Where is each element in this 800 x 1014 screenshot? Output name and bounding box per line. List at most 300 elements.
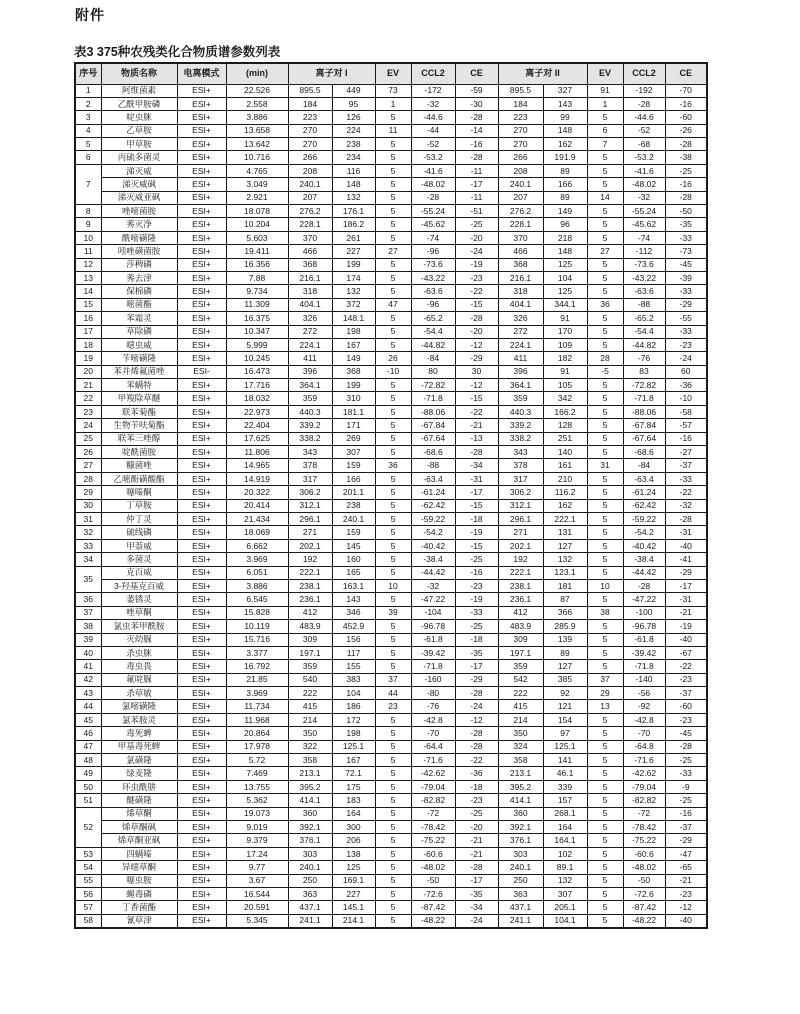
ion1-precursor: 216.1 [288,271,332,284]
ce-1: -12 [455,338,498,351]
ion2-product: 166 [543,178,587,191]
substance-name: 莠去津 [101,271,177,284]
substance-name: 氰草津 [101,914,177,927]
ce-1: -28 [455,727,498,740]
ion2-product: 116.2 [543,486,587,499]
table-row [75,285,707,298]
ccl2-2: -96.78 [623,620,665,633]
attachment-label: 附件 [75,7,105,23]
ion2-product: 139 [543,633,587,646]
row-index: 52 [75,807,101,847]
ccl2-2: -42.62 [623,767,665,780]
ionization-mode: ESI+ [177,338,226,351]
ion1-precursor: 395.2 [288,780,332,793]
substance-name: 异噁草酮 [101,861,177,874]
ccl2-1: -82.82 [411,794,455,807]
ion2-precursor: 192 [498,553,543,566]
ev-1: 37 [375,673,411,686]
row-index: 31 [75,513,101,526]
ionization-mode: ESI+ [177,593,226,606]
ce-1: -17 [455,486,498,499]
substance-name: 杀草敏 [101,687,177,700]
ion1-product: 449 [332,84,375,97]
ev-2: 5 [587,312,623,325]
table-row [75,138,707,151]
ionization-mode: ESI+ [177,459,226,472]
ev-1: 5 [375,151,411,164]
row-index: 53 [75,847,101,860]
ion2-precursor: 895.5 [498,84,543,97]
ev-2: 29 [587,687,623,700]
ev-1: 5 [375,874,411,887]
ccl2-1: -88 [411,459,455,472]
substance-name: 氯虫苯甲酰胺 [101,620,177,633]
retention-time: 20.864 [226,727,288,740]
ce-2: -17 [665,579,707,592]
ccl2-1: -88.06 [411,405,455,418]
ccl2-2: -44.6 [623,111,665,124]
ion1-precursor: 213.1 [288,767,332,780]
ion2-precursor: 312.1 [498,499,543,512]
substance-name: 毒死蜱 [101,727,177,740]
ionization-mode: ESI+ [177,687,226,700]
ionization-mode: ESI+ [177,245,226,258]
row-index: 55 [75,874,101,887]
ccl2-2: -54.4 [623,325,665,338]
ccl2-2: -48.02 [623,861,665,874]
retention-time: 3.969 [226,687,288,700]
ev-1: 5 [375,807,411,820]
ion2-precursor: 197.1 [498,646,543,659]
ccl2-1: -64.4 [411,740,455,753]
ion2-precursor: 404.1 [498,298,543,311]
table-row [75,405,707,418]
ce-2: -28 [665,513,707,526]
ccl2-1: -75.22 [411,834,455,847]
row-index: 23 [75,405,101,418]
ce-1: -17 [455,178,498,191]
ion1-product: 214.1 [332,914,375,927]
ccl2-1: -47.22 [411,593,455,606]
retention-time: 10.119 [226,620,288,633]
substance-name: 萎锈灵 [101,593,177,606]
ion2-precursor: 240.1 [498,861,543,874]
ccl2-1: -67.84 [411,419,455,432]
ion2-product: 385 [543,673,587,686]
ion2-precursor: 378 [498,459,543,472]
retention-time: 19.073 [226,807,288,820]
substance-name: 甲草胺 [101,138,177,151]
row-index: 36 [75,593,101,606]
ion1-precursor: 359 [288,392,332,405]
substance-name: 保棉磷 [101,285,177,298]
ionization-mode: ESI+ [177,820,226,833]
retention-time: 5.72 [226,754,288,767]
table-row [75,271,707,284]
ev-2: 5 [587,633,623,646]
ev-2: 5 [587,499,623,512]
ce-2: -37 [665,687,707,700]
ce-1: -17 [455,874,498,887]
ce-2: -37 [665,459,707,472]
ccl2-2: -59.22 [623,513,665,526]
ionization-mode: ESI+ [177,901,226,914]
row-index: 10 [75,231,101,244]
ion2-product: 89 [543,191,587,204]
ionization-mode: ESI+ [177,713,226,726]
ce-2: -16 [665,807,707,820]
table-row [75,579,707,592]
ion1-precursor: 414.1 [288,794,332,807]
ion2-precursor: 370 [498,231,543,244]
ccl2-2: -75.22 [623,834,665,847]
ionization-mode: ESI+ [177,539,226,552]
row-index: 15 [75,298,101,311]
ccl2-1: -84 [411,352,455,365]
substance-name: 唑嘧菌胺 [101,205,177,218]
row-index: 30 [75,499,101,512]
ce-2: -33 [665,472,707,485]
substance-name: 环虫酰肼 [101,780,177,793]
ccl2-2: -63.6 [623,285,665,298]
ce-1: -29 [455,673,498,686]
header-ce-1: CE [455,63,498,84]
ccl2-1: -76 [411,700,455,713]
ion1-precursor: 192 [288,553,332,566]
ion2-product: 162 [543,499,587,512]
table-row [75,526,707,539]
row-index: 43 [75,687,101,700]
ion2-precursor: 392.1 [498,820,543,833]
table-row [75,780,707,793]
ce-1: -28 [455,312,498,325]
table-row [75,218,707,231]
substance-name: 丙硫多菌灵 [101,151,177,164]
ce-1: -23 [455,271,498,284]
ion2-product: 141 [543,754,587,767]
ionization-mode: ESI+ [177,124,226,137]
ccl2-1: -71.8 [411,392,455,405]
retention-time: 18.069 [226,526,288,539]
ionization-mode: ESI+ [177,874,226,887]
ce-2: -40 [665,914,707,927]
ionization-mode: ESI+ [177,231,226,244]
ce-2: -21 [665,606,707,619]
ion1-precursor: 376.1 [288,834,332,847]
row-index: 49 [75,767,101,780]
ion2-precursor: 250 [498,874,543,887]
ev-2: 5 [587,446,623,459]
ccl2-1: -72.82 [411,379,455,392]
ion1-precursor: 415 [288,700,332,713]
ion1-product: 186.2 [332,218,375,231]
table-row [75,499,707,512]
ev-1: 27 [375,245,411,258]
ev-2: 13 [587,700,623,713]
ion1-precursor: 202.1 [288,539,332,552]
ion1-product: 198 [332,325,375,338]
retention-time: 3.67 [226,874,288,887]
ev-2: 5 [587,780,623,793]
ion1-precursor: 404.1 [288,298,332,311]
ce-1: -13 [455,432,498,445]
retention-time: 10.716 [226,151,288,164]
ev-1: 5 [375,111,411,124]
substance-name: 氯苯胺灵 [101,713,177,726]
ionization-mode: ESI+ [177,138,226,151]
ion2-product: 339 [543,780,587,793]
ccl2-2: -70 [623,727,665,740]
ce-2: -26 [665,124,707,137]
ion2-precursor: 411 [498,352,543,365]
ev-2: 5 [587,754,623,767]
ccl2-2: -60.6 [623,847,665,860]
ion1-product: 145 [332,539,375,552]
ion1-product: 238 [332,138,375,151]
ionization-mode: ESI+ [177,271,226,284]
ion1-precursor: 437.1 [288,901,332,914]
ce-1: -34 [455,901,498,914]
ev-1: 5 [375,499,411,512]
ev-1: 47 [375,298,411,311]
table-row [75,660,707,673]
row-index: 46 [75,727,101,740]
ion2-precursor: 240.1 [498,178,543,191]
ev-2: 5 [587,379,623,392]
ce-2: -57 [665,419,707,432]
ionization-mode: ESI+ [177,646,226,659]
row-index: 19 [75,352,101,365]
ce-2: -70 [665,84,707,97]
ion2-product: 104 [543,271,587,284]
ion1-product: 132 [332,285,375,298]
ionization-mode: ESI+ [177,312,226,325]
substance-name: 丁香菌酯 [101,901,177,914]
ev-1: 5 [375,713,411,726]
ccl2-2: -45.62 [623,218,665,231]
ion1-product: 227 [332,887,375,900]
ion1-product: 383 [332,673,375,686]
table-row [75,205,707,218]
ion1-precursor: 208 [288,164,332,177]
ion1-product: 261 [332,231,375,244]
ccl2-2: -62.42 [623,499,665,512]
substance-name: 烯草酮 [101,807,177,820]
retention-time: 11.734 [226,700,288,713]
ion1-precursor: 270 [288,138,332,151]
ion1-precursor: 358 [288,754,332,767]
substance-name: 丁草胺 [101,499,177,512]
ce-2: -40 [665,539,707,552]
substance-name: 绿麦隆 [101,767,177,780]
ce-2: -33 [665,767,707,780]
ion1-product: 138 [332,847,375,860]
ccl2-1: -48.02 [411,178,455,191]
ce-2: -36 [665,379,707,392]
ionization-mode: ESI+ [177,579,226,592]
table-row [75,513,707,526]
row-index: 17 [75,325,101,338]
substance-name: 联苯三唑醇 [101,432,177,445]
retention-time: 16.544 [226,887,288,900]
ion1-product: 199 [332,379,375,392]
ion2-product: 97 [543,727,587,740]
substance-name: 啶酰菌胺 [101,446,177,459]
row-index: 29 [75,486,101,499]
row-index: 41 [75,660,101,673]
table-row [75,713,707,726]
ion1-product: 198 [332,727,375,740]
ce-2: -28 [665,138,707,151]
ccl2-2: -61.24 [623,486,665,499]
retention-time: 19.411 [226,245,288,258]
ion2-product: 191.9 [543,151,587,164]
ev-1: 5 [375,392,411,405]
ce-1: -11 [455,164,498,177]
ce-2: -33 [665,285,707,298]
ion1-product: 199 [332,258,375,271]
ev-2: 5 [587,218,623,231]
ev-2: 5 [587,593,623,606]
ion1-product: 167 [332,338,375,351]
ev-1: 5 [375,794,411,807]
ccl2-1: -39.42 [411,646,455,659]
ce-1: -24 [455,914,498,927]
row-index: 42 [75,673,101,686]
ccl2-1: -73.6 [411,258,455,271]
substance-name: 毒虫畏 [101,660,177,673]
ion2-product: 104.1 [543,914,587,927]
ion1-precursor: 303 [288,847,332,860]
row-index: 40 [75,646,101,659]
ion2-product: 157 [543,794,587,807]
ion2-product: 251 [543,432,587,445]
ion2-precursor: 208 [498,164,543,177]
ce-1: -20 [455,820,498,833]
ce-1: -14 [455,124,498,137]
ev-2: 5 [587,205,623,218]
substance-name: 噻嗪酮 [101,486,177,499]
row-index: 2 [75,97,101,110]
table-row [75,874,707,887]
ev-2: 6 [587,124,623,137]
ce-1: -51 [455,205,498,218]
ion1-product: 125.1 [332,740,375,753]
ce-2: -21 [665,874,707,887]
ccl2-2: -39.42 [623,646,665,659]
ion1-product: 155 [332,660,375,673]
ion1-product: 169.1 [332,874,375,887]
substance-name: 多菌灵 [101,553,177,566]
ion1-precursor: 197.1 [288,646,332,659]
ccl2-1: -96 [411,298,455,311]
retention-time: 13.642 [226,138,288,151]
ion1-precursor: 238.1 [288,579,332,592]
ce-2: -55 [665,312,707,325]
ev-1: 5 [375,861,411,874]
ccl2-1: -32 [411,97,455,110]
header-ev-2: EV [587,63,623,84]
ion1-product: 163.1 [332,579,375,592]
ce-1: -24 [455,245,498,258]
ev-2: 91 [587,84,623,97]
retention-time: 15.828 [226,606,288,619]
ion1-product: 206 [332,834,375,847]
ion1-product: 126 [332,111,375,124]
ce-2: -31 [665,593,707,606]
row-index: 54 [75,861,101,874]
ion1-precursor: 895.5 [288,84,332,97]
ion1-product: 116 [332,164,375,177]
ccl2-2: -43.22 [623,271,665,284]
ce-2: -9 [665,780,707,793]
ccl2-1: -72 [411,807,455,820]
ccl2-2: -72.82 [623,379,665,392]
ce-1: -20 [455,325,498,338]
substance-name: 乙酰甲胺磷 [101,97,177,110]
table-row [75,847,707,860]
ion2-precursor: 276.2 [498,205,543,218]
ce-2: -60 [665,111,707,124]
substance-name: 生物苄呋菊酯 [101,419,177,432]
ionization-mode: ESI+ [177,767,226,780]
ccl2-2: -71.6 [623,754,665,767]
ion2-precursor: 270 [498,138,543,151]
retention-time: 17.716 [226,379,288,392]
ce-1: -28 [455,446,498,459]
ion1-product: 372 [332,298,375,311]
ionization-mode: ESI+ [177,164,226,177]
retention-time: 3.886 [226,579,288,592]
ion1-precursor: 224.1 [288,338,332,351]
ionization-mode: ESI+ [177,191,226,204]
ion1-precursor: 276.2 [288,205,332,218]
ion2-precursor: 359 [498,660,543,673]
ev-1: 10 [375,579,411,592]
ev-1: 26 [375,352,411,365]
ccl2-2: -192 [623,84,665,97]
ce-2: -23 [665,887,707,900]
ccl2-1: -78.42 [411,820,455,833]
ion2-product: 166.2 [543,405,587,418]
ion2-product: 99 [543,111,587,124]
header-ccl2-2: CCL2 [623,63,665,84]
ev-2: 5 [587,258,623,271]
retention-time: 22.404 [226,419,288,432]
ev-2: 5 [587,660,623,673]
ce-2: -31 [665,526,707,539]
ce-2: -10 [665,392,707,405]
ev-2: 5 [587,392,623,405]
ccl2-2: -61.8 [623,633,665,646]
ev-1: 5 [375,271,411,284]
ion1-precursor: 540 [288,673,332,686]
row-index: 22 [75,392,101,405]
ce-1: -12 [455,713,498,726]
ion1-precursor: 360 [288,807,332,820]
ion1-product: 148.1 [332,312,375,325]
ev-2: 31 [587,459,623,472]
ce-1: -15 [455,539,498,552]
ce-1: -33 [455,606,498,619]
ccl2-1: -172 [411,84,455,97]
ev-2: 5 [587,620,623,633]
retention-time: 13.658 [226,124,288,137]
ccl2-2: -52 [623,124,665,137]
ion2-product: 102 [543,847,587,860]
ion2-product: 127 [543,660,587,673]
ion1-precursor: 222 [288,687,332,700]
